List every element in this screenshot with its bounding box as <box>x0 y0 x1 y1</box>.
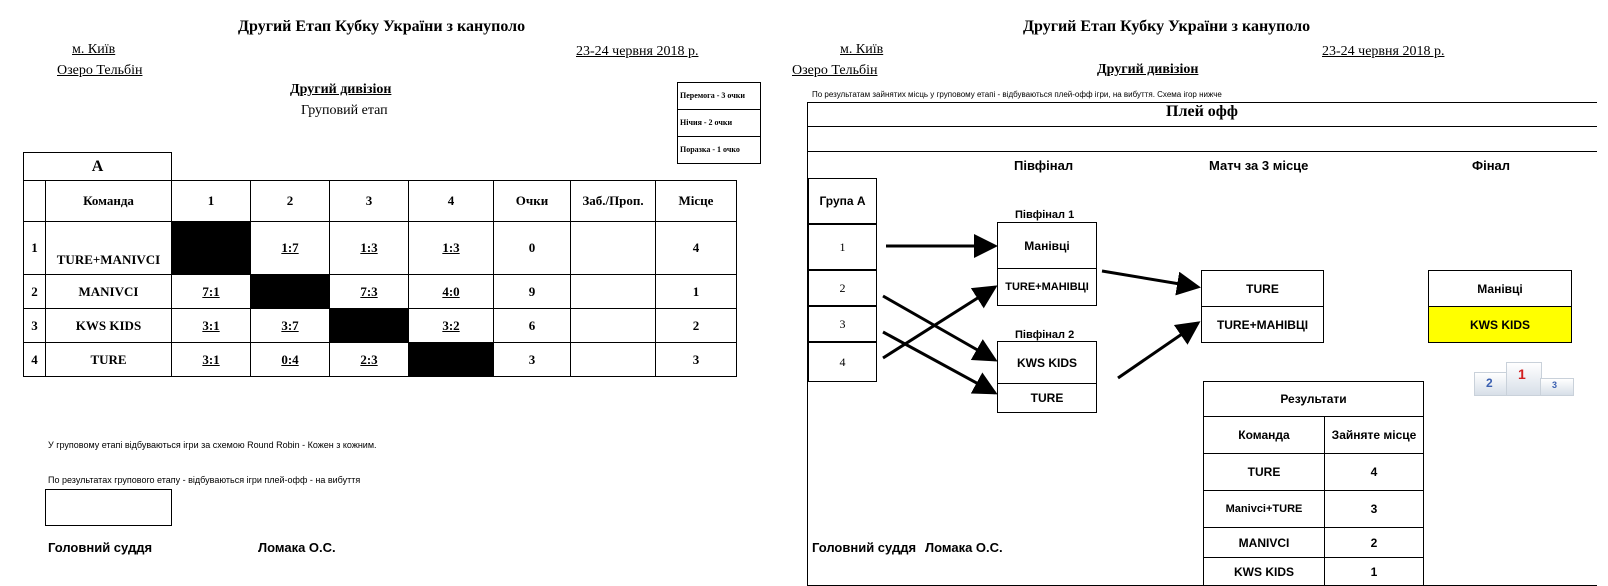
score-cell: 0:4 <box>251 343 330 377</box>
results-team: Manivci+TURE <box>1203 490 1325 528</box>
place-cell: 3 <box>656 343 737 377</box>
col-1: 1 <box>172 181 251 222</box>
score-cell: 1:3 <box>330 222 409 275</box>
score-cell: 1:7 <box>251 222 330 275</box>
score-cell: 3:1 <box>172 309 251 343</box>
score-cell: 7:3 <box>330 275 409 309</box>
semi1-team1: Манівці <box>997 222 1097 269</box>
row-number: 4 <box>24 343 46 377</box>
results-col-team: Команда <box>1203 416 1325 454</box>
col-goals: Заб./Проп. <box>571 181 656 222</box>
results-place: 2 <box>1324 527 1424 558</box>
results-place: 4 <box>1324 453 1424 491</box>
score-cell: 7:1 <box>172 275 251 309</box>
right-venue: Озеро Тельбін <box>792 63 878 78</box>
left-stage: Груповий етап <box>301 103 388 118</box>
team-name: TURE+MANIVCI <box>46 222 172 275</box>
right-note: По результатам зайнятих місць у груповому етапі - відбуваються плей-офф ігри, на вибуття. Схема ігор нижче <box>812 90 1222 99</box>
points-cell: 0 <box>494 222 571 275</box>
col-2: 2 <box>251 181 330 222</box>
row-number: 1 <box>24 222 46 275</box>
seed-4: 4 <box>808 342 877 382</box>
left-note-roundrobin: У груповому етапі відбуваються ігри за схемою Round Robin - Кожен з кожним. <box>48 440 377 450</box>
semi1-label: Півфінал 1 <box>1015 209 1075 221</box>
row-number: 3 <box>24 309 46 343</box>
points-cell: 3 <box>494 343 571 377</box>
seed-3: 3 <box>808 306 877 342</box>
results-title: Результати <box>1203 381 1424 417</box>
right-judge-label: Головний суддя <box>812 540 917 555</box>
left-title: Другий Етап Кубку України з кануполо <box>238 18 526 35</box>
podium-first: 1 <box>1518 366 1526 382</box>
podium-second: 2 <box>1486 376 1493 390</box>
arrow-seed2-semi2 <box>883 296 995 360</box>
col-points: Очки <box>494 181 571 222</box>
podium-third: 3 <box>1552 380 1558 390</box>
final-team2: KWS KIDS <box>1428 306 1572 343</box>
score-cell: 3:2 <box>409 309 494 343</box>
results-team: KWS KIDS <box>1203 557 1325 586</box>
right-city: м. Київ <box>840 42 884 57</box>
place-cell: 1 <box>656 275 737 309</box>
results-place: 1 <box>1324 557 1424 586</box>
results-team: MANIVCI <box>1203 527 1325 558</box>
semi2-team1: KWS KIDS <box>997 341 1097 384</box>
semi2-label: Півфінал 2 <box>1015 329 1075 341</box>
right-dates: 23-24 червня 2018 р. <box>1322 44 1445 59</box>
col-team: Команда <box>46 181 172 222</box>
left-note-playoff: По результатах групового етапу - відбуваються ігри плей-офф - на вибуття <box>48 475 361 485</box>
col-final: Фінал <box>1472 158 1511 173</box>
right-judge-name: Ломака О.С. <box>925 540 1003 555</box>
arrow-seed4-semi1 <box>883 287 995 358</box>
score-cell: 2:3 <box>330 343 409 377</box>
left-city: м. Київ <box>72 42 116 57</box>
col-3: 3 <box>330 181 409 222</box>
col-4: 4 <box>409 181 494 222</box>
arrow-seed3-semi2 <box>883 332 995 393</box>
left-dates: 23-24 червня 2018 р. <box>576 44 699 59</box>
row-number: 2 <box>24 275 46 309</box>
place-cell: 2 <box>656 309 737 343</box>
playoff-title: Плей офф <box>1166 103 1238 120</box>
place-cell: 4 <box>656 222 737 275</box>
seed-2: 2 <box>808 270 877 306</box>
points-cell: 6 <box>494 309 571 343</box>
team-name: KWS KIDS <box>46 309 172 343</box>
semi1-team2: TURE+МАНІВЦІ <box>997 268 1097 306</box>
right-division: Другий дивізіон <box>1097 62 1199 77</box>
right-title: Другий Етап Кубку України з кануполо <box>1023 18 1311 35</box>
results-team: TURE <box>1203 453 1325 491</box>
arrow-semi2-third <box>1118 323 1198 378</box>
points-cell: 9 <box>494 275 571 309</box>
score-cell: 3:1 <box>172 343 251 377</box>
team-name: TURE <box>46 343 172 377</box>
semi2-team2: TURE <box>997 383 1097 413</box>
third-team2: TURE+МАНІВЦІ <box>1201 306 1324 343</box>
group-label: А <box>24 153 172 181</box>
col-third-place: Матч за 3 місце <box>1209 158 1309 173</box>
group-a-header: Група А <box>808 178 877 224</box>
team-name: MANIVCI <box>46 275 172 309</box>
left-division: Другий дивізіон <box>290 82 392 97</box>
score-cell: 4:0 <box>409 275 494 309</box>
left-judge-label: Головний суддя <box>48 540 153 555</box>
arrow-semi1-third <box>1102 271 1198 287</box>
final-team1: Манівці <box>1428 270 1572 307</box>
left-venue: Озеро Тельбін <box>57 63 143 78</box>
legend-draw: Нічия - 2 очки <box>678 110 760 137</box>
seed-1: 1 <box>808 224 877 270</box>
col-place: Місце <box>656 181 737 222</box>
results-place: 3 <box>1324 490 1424 528</box>
col-semifinal: Півфінал <box>1014 158 1074 173</box>
left-judge-name: Ломака О.С. <box>258 540 336 555</box>
score-cell: 1:3 <box>409 222 494 275</box>
score-cell: 3:7 <box>251 309 330 343</box>
legend-loss: Поразка - 1 очко <box>680 145 740 154</box>
results-col-place: Зайняте місце <box>1324 416 1424 454</box>
third-team1: TURE <box>1201 270 1324 307</box>
legend-win: Перемога - 3 очки <box>678 83 760 110</box>
